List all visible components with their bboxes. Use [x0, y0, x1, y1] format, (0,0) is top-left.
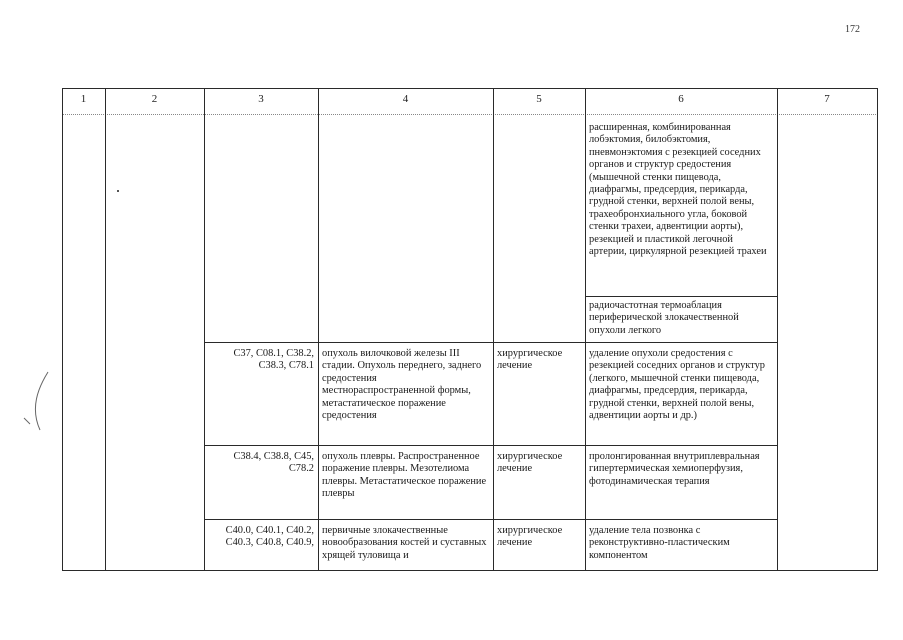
icd-codes-cell: C37, C08.1, C38.2, C38.3, C78.1: [233, 348, 314, 372]
col-line: [204, 88, 205, 570]
table-top-border: [62, 88, 878, 89]
method-cell: расширенная, комбинированная лобэктомия, билобэктомия, пневмонэктомия с резекцией соседних органов и структур средостения (мышечной стенки пищевода, диафрагмы, предсердия, перикарда, грудной стенки, верхней полой вены, трахеобронхиального угла, боковой стенки трахеи, адвентиции аорты), резекцией и пластикой легочной артерии, циркулярной резекцией трахеи: [589, 122, 767, 258]
col-line: [105, 88, 106, 570]
diagnosis-cell: опухоль плевры. Распространенное поражение плевры. Мезотелиома плевры. Метастатическое поражение плевры: [322, 451, 487, 500]
col-line: [777, 88, 778, 570]
col-line: [877, 88, 878, 570]
table-bottom-border: [62, 570, 878, 571]
column-header: 5: [536, 93, 542, 105]
column-header: 4: [402, 93, 409, 105]
treatment-cell: хирургическое лечение: [497, 525, 563, 549]
row-divider: [585, 296, 777, 297]
treatment-cell: хирургическое лечение: [497, 451, 563, 475]
diagnosis-cell: первичные злокачественные новообразования костей и суставных хрящей туловища и: [322, 525, 487, 561]
column-header: 2: [151, 93, 158, 105]
icd-codes-cell: C38.4, C38.8, C45, C78.2: [233, 451, 314, 475]
icd-codes-cell: C40.0, C40.1, C40.2, C40.3, C40.8, C40.9,: [225, 525, 314, 549]
method-cell: удаление тела позвонка с реконструктивно-пластическим компонентом: [589, 525, 730, 561]
col-line: [318, 88, 319, 570]
row-divider: [204, 519, 777, 520]
column-header: 1: [80, 93, 87, 105]
page-number: 172: [845, 24, 860, 35]
scan-dot: [117, 190, 119, 192]
diagnosis-cell: опухоль вилочковой железы III стадии. Опухоль переднего, заднего средостения местнораспространенной формы, метастатическое поражение средостения: [322, 348, 482, 422]
header-divider: [62, 114, 878, 115]
col-line: [62, 88, 63, 570]
method-cell: радиочастотная термоаблация периферической злокачественной опухоли легкого: [589, 300, 739, 336]
column-header: 3: [258, 93, 264, 105]
column-header: 6: [678, 93, 684, 105]
row-divider: [204, 445, 777, 446]
treatment-cell: хирургическое лечение: [497, 348, 563, 372]
method-cell: удаление опухоли средостения с резекцией соседних органов и структур (легкого, мышечной стенки пищевода, диафрагмы, предсердия, перикарда, грудной стенки, верхней полой вены, адвентиции аорты и др.): [589, 348, 765, 422]
column-header: 7: [824, 93, 830, 105]
method-cell: пролонгированная внутриплевральная гипертермическая хемиоперфузия, фотодинамическая терапия: [589, 451, 760, 487]
col-line: [585, 88, 586, 570]
row-divider: [204, 342, 777, 343]
scan-pen-mark: [10, 368, 60, 438]
col-line: [493, 88, 494, 570]
